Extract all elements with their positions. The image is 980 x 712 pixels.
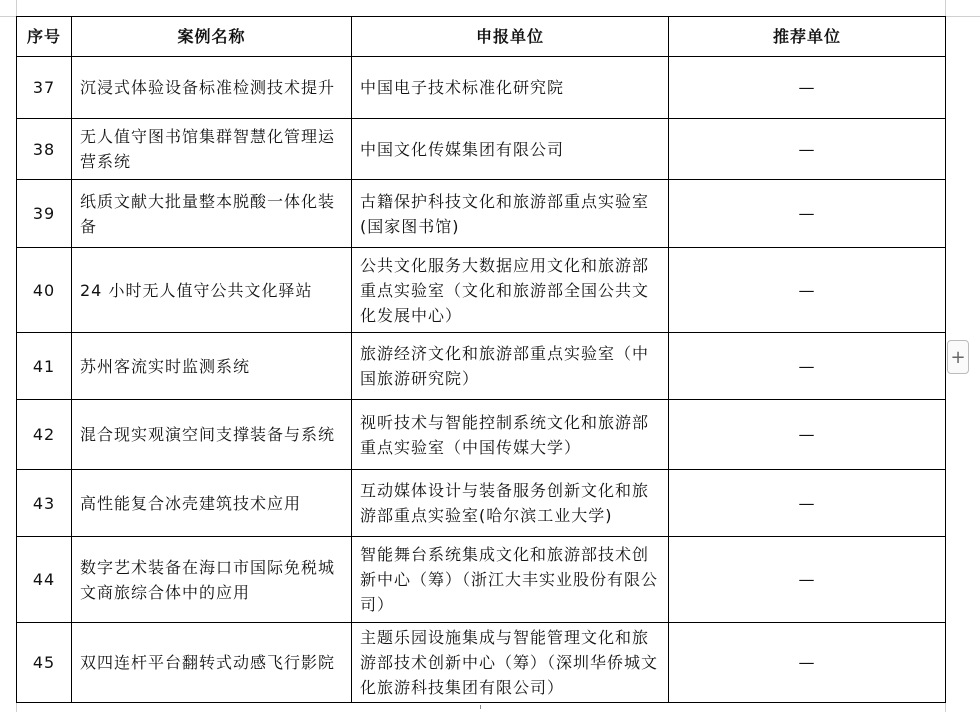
row-serial: 37 (17, 57, 72, 119)
row-case-name: 无人值守图书馆集群智慧化管理运营系统 (72, 119, 352, 180)
table-row (17, 333, 946, 400)
row-applicant: 互动媒体设计与装备服务创新文化和旅游部重点实验室(哈尔滨工业大学) (352, 470, 669, 537)
row-applicant: 中国文化传媒集团有限公司 (352, 119, 669, 180)
row-recommender: — (669, 248, 946, 333)
row-case-name: 高性能复合冰壳建筑技术应用 (72, 470, 352, 537)
row-recommender: — (669, 119, 946, 180)
row-recommender: — (669, 400, 946, 470)
row-recommender: — (669, 57, 946, 119)
row-serial: 38 (17, 119, 72, 180)
row-applicant: 智能舞台系统集成文化和旅游部技术创新中心（筹）（浙江大丰实业股份有限公司） (352, 537, 669, 623)
row-serial: 42 (17, 400, 72, 470)
row-case-name: 苏州客流实时监测系统 (72, 333, 352, 400)
row-applicant: 视听技术与智能控制系统文化和旅游部重点实验室（中国传媒大学） (352, 400, 669, 470)
row-applicant: 古籍保护科技文化和旅游部重点实验室(国家图书馆) (352, 180, 669, 248)
row-applicant: 旅游经济文化和旅游部重点实验室（中国旅游研究院） (352, 333, 669, 400)
row-serial: 44 (17, 537, 72, 623)
row-serial: 41 (17, 333, 72, 400)
header-recommender: 推荐单位 (669, 17, 946, 57)
row-serial: 45 (17, 623, 72, 703)
row-serial: 43 (17, 470, 72, 537)
table-row (17, 470, 946, 537)
row-case-name: 沉浸式体验设备标准检测技术提升 (72, 57, 352, 119)
row-recommender: — (669, 333, 946, 400)
row-recommender: — (669, 180, 946, 248)
row-applicant: 主题乐园设施集成与智能管理文化和旅游部技术创新中心（筹）（深圳华侨城文化旅游科技集团有限公司） (352, 623, 669, 703)
header-case-name: 案例名称 (72, 17, 352, 57)
table-header-row (17, 17, 946, 57)
plus-icon: + (950, 346, 966, 368)
table-row (17, 57, 946, 119)
row-case-name: 24 小时无人值守公共文化驿站 (72, 248, 352, 333)
table-row (17, 119, 946, 180)
row-applicant: 公共文化服务大数据应用文化和旅游部重点实验室（文化和旅游部全国公共文化发展中心） (352, 248, 669, 333)
table-row (17, 623, 946, 703)
row-case-name: 混合现实观演空间支撑装备与系统 (72, 400, 352, 470)
page-break-mark (480, 705, 485, 709)
header-applicant: 申报单位 (352, 17, 669, 57)
table-row (17, 248, 946, 333)
add-row-button[interactable] (947, 340, 969, 374)
table-row (17, 180, 946, 248)
row-case-name: 数字艺术装备在海口市国际免税城文商旅综合体中的应用 (72, 537, 352, 623)
header-serial: 序号 (17, 17, 72, 57)
row-case-name: 纸质文献大批量整本脱酸一体化装备 (72, 180, 352, 248)
row-recommender: — (669, 537, 946, 623)
table-row (17, 400, 946, 470)
row-applicant: 中国电子技术标准化研究院 (352, 57, 669, 119)
row-case-name: 双四连杆平台翻转式动感飞行影院 (72, 623, 352, 703)
row-serial: 40 (17, 248, 72, 333)
case-table (16, 16, 946, 703)
row-recommender: — (669, 470, 946, 537)
table-row (17, 537, 946, 623)
row-serial: 39 (17, 180, 72, 248)
row-recommender: — (669, 623, 946, 703)
